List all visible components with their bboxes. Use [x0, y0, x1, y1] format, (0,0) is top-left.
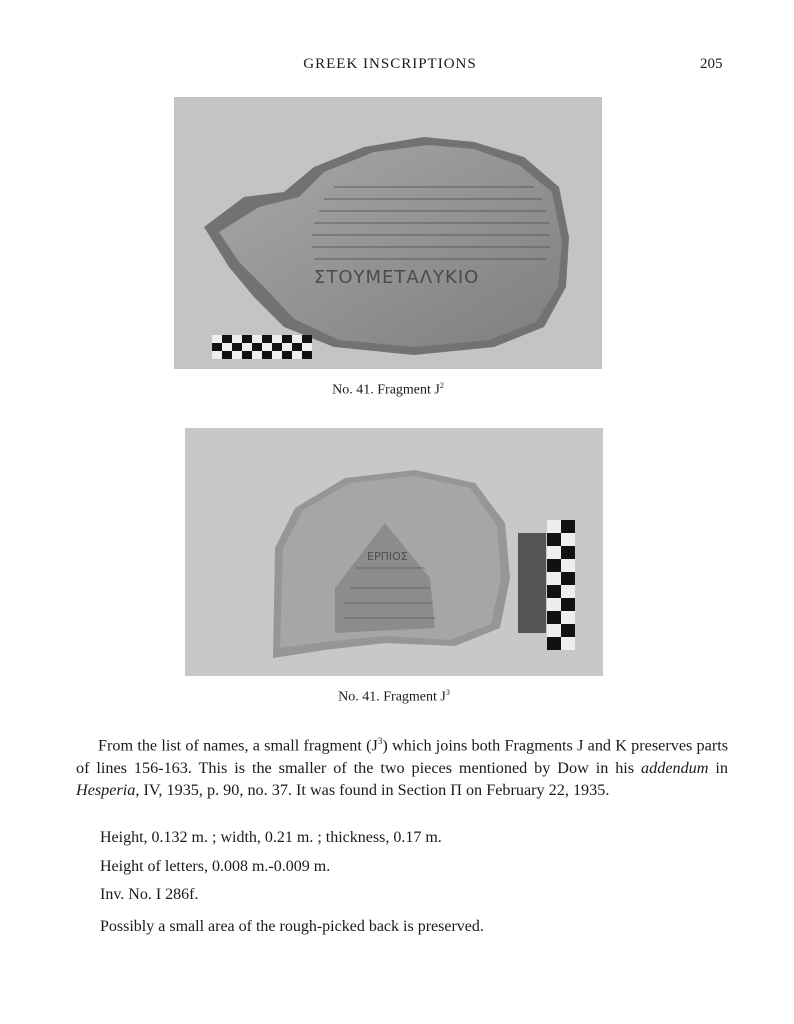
letter-height-line: Height of letters, 0.008 m.-0.009 m. — [100, 858, 331, 875]
checker-scale-bar — [212, 335, 312, 359]
fragment-j3-photo — [185, 428, 603, 676]
inscription-text: ΣΤΟΥΜΕΤΑΛΥΚΙΟ — [314, 267, 480, 288]
figure-caption: No. 41. Fragment $J^3$ — [338, 688, 450, 705]
fragment-j2-photo — [174, 97, 602, 369]
body-paragraph: From the list of names, a small fragment $(J^3)$ which joins both Fragments J and K preserves parts of lines 156-163. This is the smaller of the two pieces mentioned by Dow in his addendum in Hesperia, IV, 1935, p. 90, no. 37. It was found in Section Π on February 22, 1935. — [76, 736, 729, 800]
vertical-scale-bar — [547, 520, 575, 650]
measurements-line: Height, 0.132 m. ; width, 0.21 m. ; thickness, 0.17 m. — [100, 829, 442, 846]
page-number: 205 — [700, 56, 723, 72]
running-header: GREEK INSCRIPTIONS — [303, 56, 477, 72]
figure-caption: No. 41. Fragment $J^2$ — [332, 381, 444, 398]
closing-note: Possibly a small area of the rough-picked back is preserved. — [100, 918, 484, 935]
inscription-text: ΕΡΠΙΟΣ — [367, 550, 408, 563]
inventory-number: Inv. No. I 286f. — [100, 886, 199, 903]
